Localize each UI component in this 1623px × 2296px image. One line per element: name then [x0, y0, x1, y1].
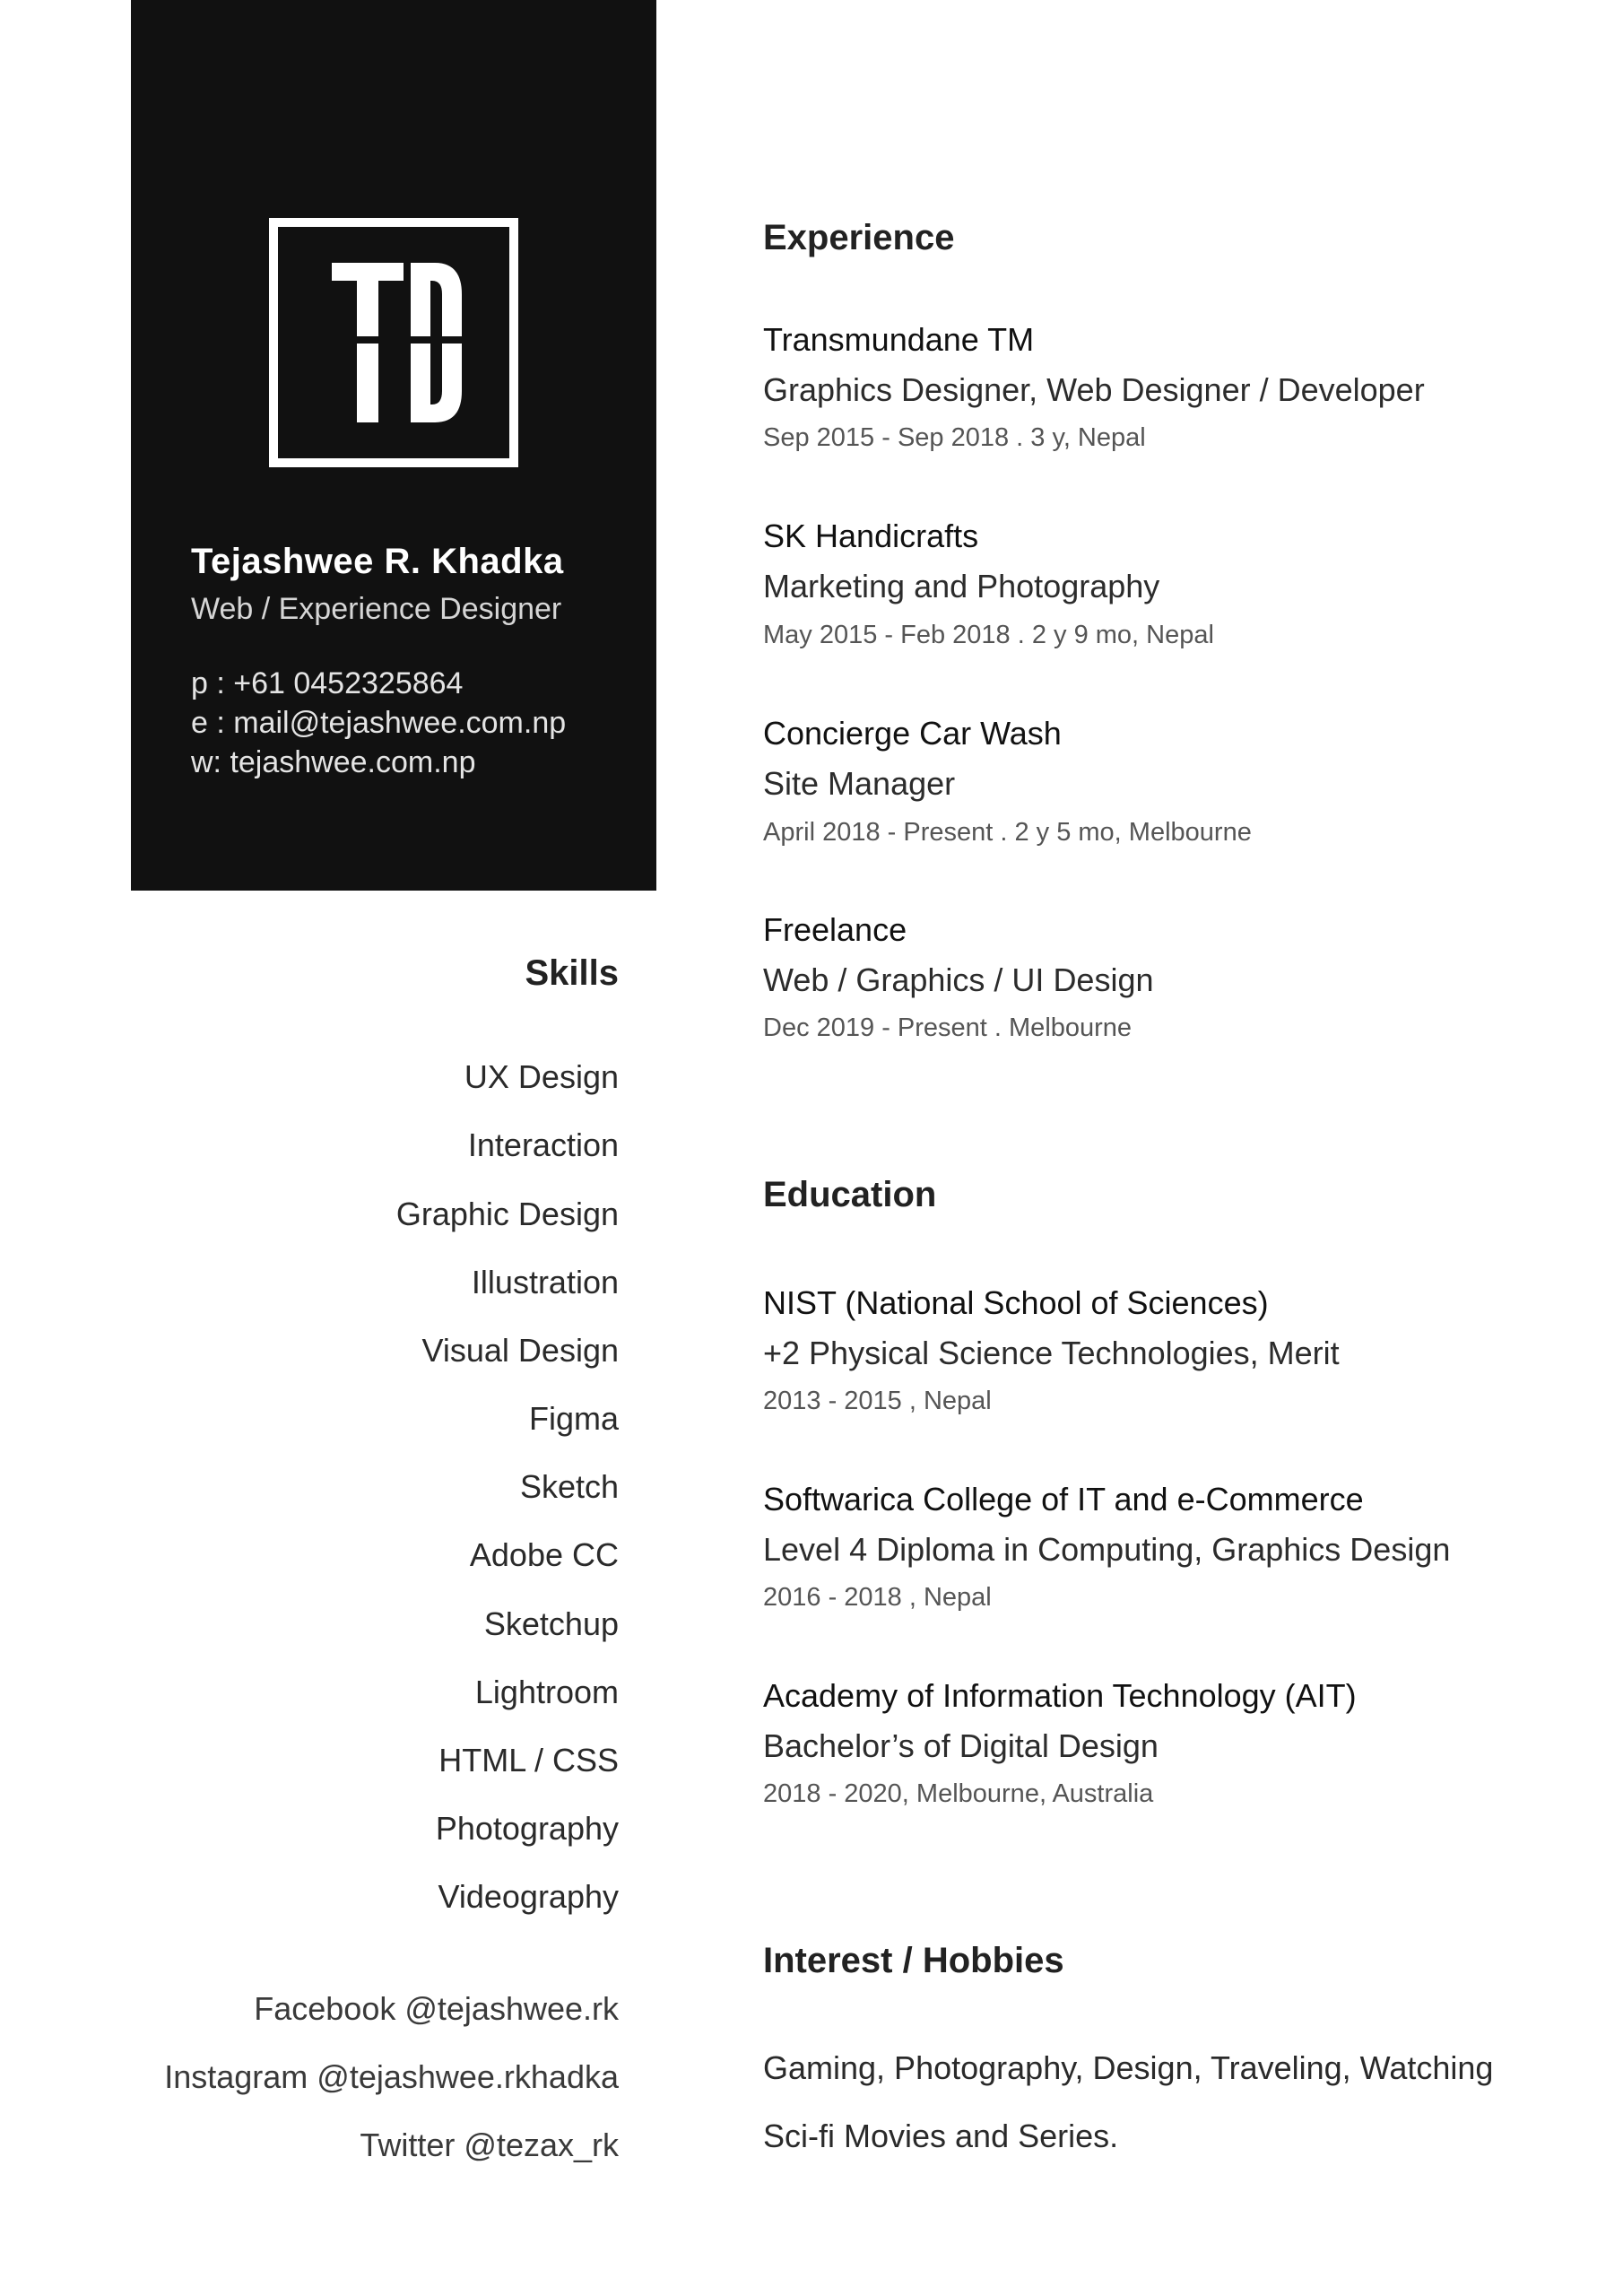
- experience-company: SK Handicrafts: [763, 517, 979, 554]
- skill-item: Photography: [435, 1810, 619, 1847]
- education-course: Bachelor’s of Digital Design: [763, 1727, 1159, 1764]
- td-logo: [269, 218, 518, 467]
- experience-role: Graphics Designer, Web Designer / Developer: [763, 371, 1425, 408]
- skill-item: Graphic Design: [395, 1196, 619, 1232]
- skill-item: Illustration: [471, 1264, 619, 1300]
- profile-email[interactable]: e : mail@tejashwee.com.np: [191, 706, 567, 740]
- social-instagram[interactable]: Instagram @tejashwee.rkhadka: [164, 2058, 619, 2095]
- interests-heading: Interest / Hobbies: [763, 1941, 1064, 1980]
- profile-website[interactable]: w: tejashwee.com.np: [191, 745, 476, 779]
- education-school: NIST (National School of Sciences): [763, 1284, 1269, 1321]
- skill-item: Sketchup: [483, 1605, 619, 1642]
- skill-item: Adobe CC: [469, 1536, 619, 1573]
- education-heading: Education: [763, 1175, 937, 1214]
- skill-item: Interaction: [467, 1126, 619, 1163]
- td-monogram-icon: [278, 227, 509, 458]
- social-facebook[interactable]: Facebook @tejashwee.rk: [254, 1990, 619, 2027]
- profile-name: Tejashwee R. Khadka: [191, 542, 564, 581]
- social-twitter[interactable]: Twitter @tezax_rk: [360, 2126, 619, 2163]
- experience-role: Marketing and Photography: [763, 568, 1160, 604]
- experience-role: Site Manager: [763, 765, 956, 802]
- hobbies-text: Gaming, Photography, Design, Traveling, Watching: [763, 2049, 1494, 2086]
- experience-meta: Dec 2019 - Present . Melbourne: [763, 1013, 1133, 1042]
- experience-company: Concierge Car Wash: [763, 715, 1062, 752]
- experience-company: Freelance: [763, 911, 907, 948]
- skill-item: Lightroom: [474, 1674, 619, 1710]
- skill-item: Videography: [438, 1878, 619, 1915]
- education-school: Academy of Information Technology (AIT): [763, 1677, 1357, 1714]
- education-course: +2 Physical Science Technologies, Merit: [763, 1335, 1340, 1371]
- hobbies-text: Sci-fi Movies and Series.: [763, 2118, 1119, 2154]
- education-school: Softwarica College of IT and e-Commerce: [763, 1481, 1364, 1518]
- experience-heading: Experience: [763, 218, 955, 257]
- experience-meta: May 2015 - Feb 2018 . 2 y 9 mo, Nepal: [763, 621, 1214, 649]
- education-meta: 2016 - 2018 , Nepal: [763, 1583, 992, 1612]
- skill-item: UX Design: [464, 1058, 619, 1095]
- skill-item: Figma: [528, 1400, 619, 1437]
- skills-heading: Skills: [525, 953, 619, 993]
- education-course: Level 4 Diploma in Computing, Graphics Design: [763, 1531, 1451, 1568]
- skill-item: Visual Design: [421, 1332, 619, 1369]
- experience-meta: April 2018 - Present . 2 y 5 mo, Melbourne: [763, 818, 1252, 847]
- skill-item: HTML / CSS: [438, 1742, 619, 1779]
- profile-phone[interactable]: p : +61 0452325864: [191, 666, 464, 700]
- profile-role: Web / Experience Designer: [191, 592, 562, 626]
- education-meta: 2018 - 2020, Melbourne, Australia: [763, 1779, 1154, 1808]
- experience-company: Transmundane TM: [763, 321, 1035, 358]
- experience-meta: Sep 2015 - Sep 2018 . 3 y, Nepal: [763, 423, 1146, 452]
- experience-role: Web / Graphics / UI Design: [763, 961, 1154, 998]
- education-meta: 2013 - 2015 , Nepal: [763, 1387, 992, 1415]
- skill-item: Sketch: [519, 1468, 619, 1505]
